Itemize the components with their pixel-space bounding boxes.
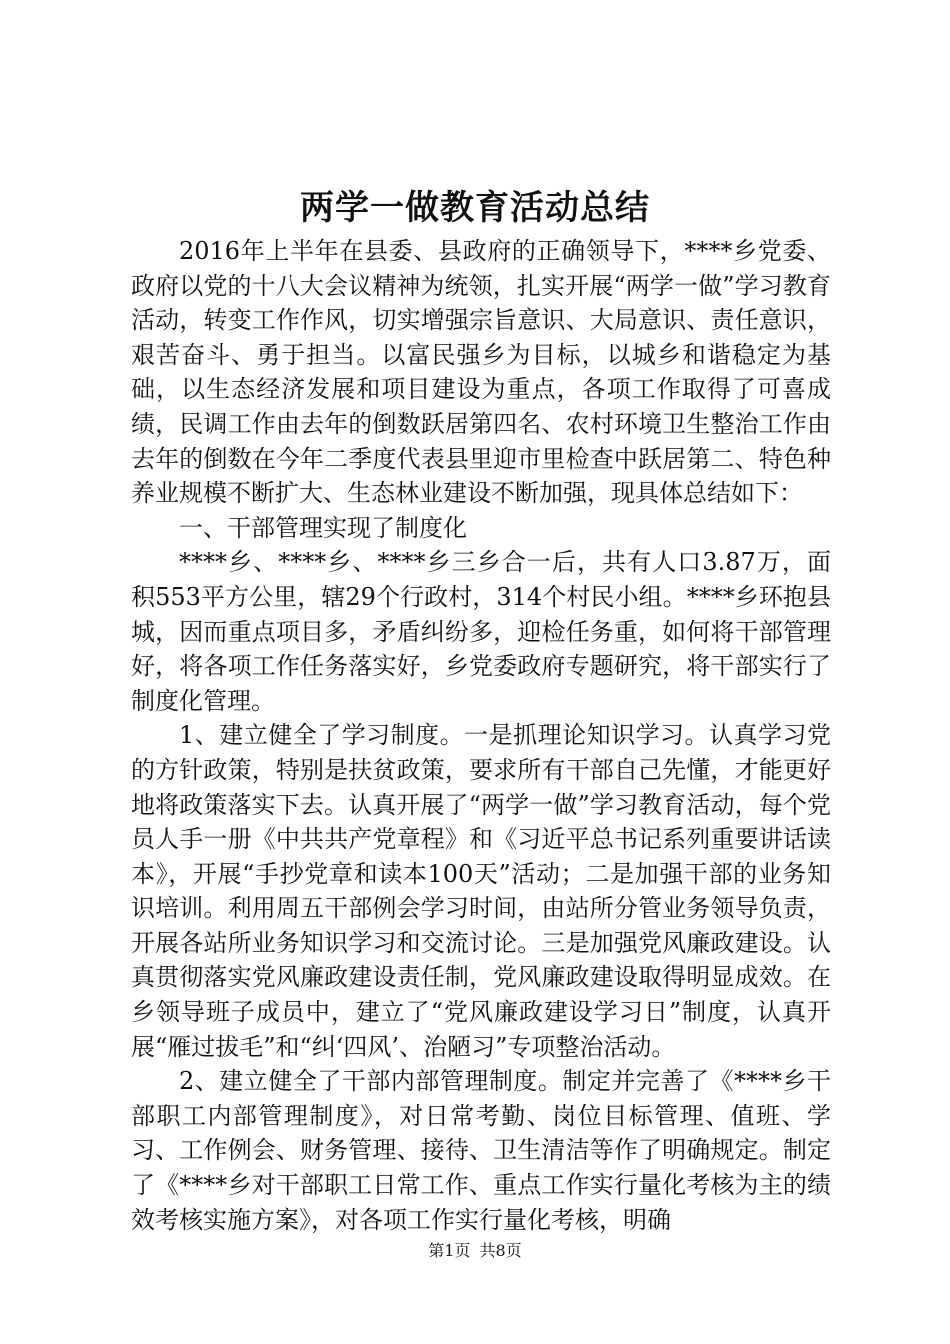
page-number: 第1页 xyxy=(428,1241,471,1260)
paragraph-intro: 2016年上半年在县委、县政府的正确领导下，****乡党委、政府以党的十八大会议精神为统领，扎实开展“两学一做”学习教育活动，转变工作作风，切实增强宗旨意识、大局意识、责任意识，艰苦奋斗、勇于担当。以富民强乡为目标，以城乡和谐稳定为基础，以生态经济发展和项目建设为重点，各项工作取得了可喜成绩，民调工作由去年的倒数跃居第四名、农村环境卫生整治工作由去年的倒数在今年二季度代表县里迎市里检查中跃居第二、特色种养业规模不断扩大、生态林业建设不断加强，现具体总结如下： xyxy=(131,237,831,508)
paragraph-overview: ****乡、****乡、****乡三乡合一后，共有人口3.87万，面积553平方公里，辖29个行政村，314个村民小组。****乡环抱县城，因而重点项目多，矛盾纠纷多，迎检任务重，如何将干部管理好，将各项工作任务落实好，乡党委政府专题研究，将干部实行了制度化管理。 xyxy=(131,548,831,715)
paragraph-internal-management: 2、建立健全了干部内部管理制度。制定并完善了《****乡干部职工内部管理制度》，对日常考勤、岗位目标管理、值班、学习、工作例会、财务管理、接待、卫生清洁等作了明确规定。制定了《****乡对干部职工日常工作、重点工作实行量化考核为主的绩效考核实施方案》，对各项工作实行量化考核，明确 xyxy=(131,1067,831,1234)
document-title: 两学一做教育活动总结 xyxy=(300,188,650,228)
paragraph-study-system: 1、建立健全了学习制度。一是抓理论知识学习。认真学习党的方针政策，特别是扶贫政策，要求所有干部自己先懂，才能更好地将政策落实下去。认真开展了“两学一做”学习教育活动，每个党员人手一册《中共共产党章程》和《习近平总书记系列重要讲话读本》，开展“手抄党章和读本100天”活动；二是加强干部的业务知识培训。利用周五干部例会学习时间，由站所分管业务领导负责，开展各站所业务知识学习和交流讨论。三是加强党风廉政建设。认真贯彻落实党风廉政建设责任制，党风廉政建设取得明显成效。在乡领导班子成员中，建立了“党风廉政建设学习日”制度，认真开展“雁过拔毛”和“纠‘四风’、治陋习”专项整治活动。 xyxy=(131,721,831,1061)
section-heading-1: 一、干部管理实现了制度化 xyxy=(179,513,467,542)
document-body xyxy=(131,234,831,1237)
page-total: 共8页 xyxy=(479,1241,522,1260)
page-footer xyxy=(0,1240,950,1262)
